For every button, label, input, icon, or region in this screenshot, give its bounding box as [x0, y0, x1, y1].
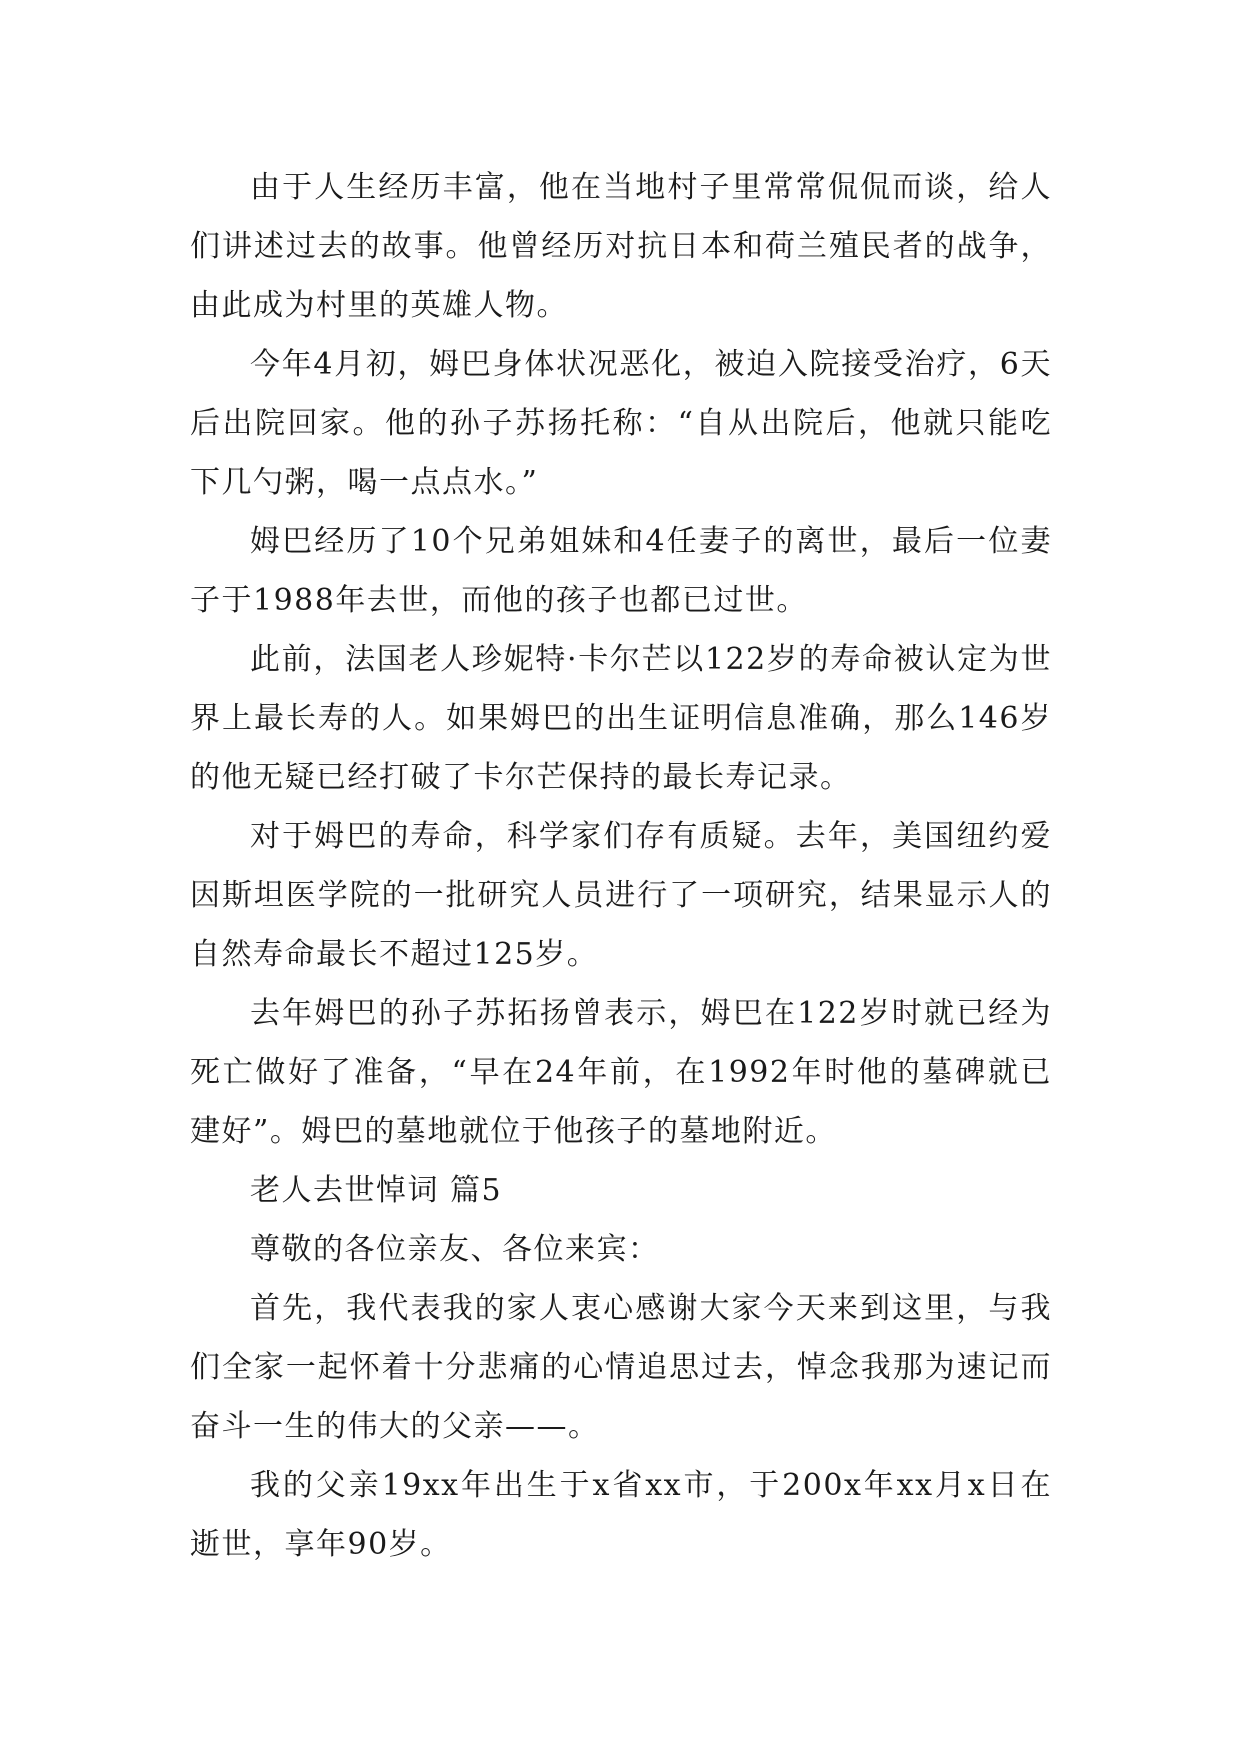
paragraph-elder-stories: 由于人生经历丰富，他在当地村子里常常侃侃而谈，给人们讲述过去的故事。他曾经历对抗日本和荷兰殖民者的战争，由此成为村里的英雄人物。 [190, 170, 1052, 323]
document-body [190, 158, 1052, 1574]
paragraph-tombstone: 去年姆巴的孙子苏拓扬曾表示，姆巴在122岁时就已经为死亡做好了准备，“早在24年前，在1992年时他的墓碑就已建好”。姆巴的墓地就位于他孩子的墓地附近。 [190, 996, 1052, 1149]
paragraph-scientific-doubt: 对于姆巴的寿命，科学家们存有质疑。去年，美国纽约爱因斯坦医学院的一批研究人员进行了一项研究，结果显示人的自然寿命最长不超过125岁。 [190, 819, 1052, 972]
salutation: 尊敬的各位亲友、各位来宾： [250, 1232, 660, 1267]
paragraph-thanks: 首先，我代表我的家人衷心感谢大家今天来到这里，与我们全家一起怀着十分悲痛的心情追思过去，悼念我那为速记而奋斗一生的伟大的父亲——。 [190, 1291, 1052, 1444]
section-heading: 老人去世悼词 篇5 [250, 1173, 503, 1208]
paragraph-father-bio: 我的父亲19xx年出生于x省xx市，于200x年xx月x日在逝世，享年90岁。 [190, 1468, 1052, 1562]
paragraph-family-deaths: 姆巴经历了10个兄弟姐妹和4任妻子的离世，最后一位妻子于1988年去世，而他的孩子也都已过世。 [190, 524, 1052, 618]
paragraph-longevity-record: 此前，法国老人珍妮特·卡尔芒以122岁的寿命被认定为世界上最长寿的人。如果姆巴的出生证明信息准确，那么146岁的他无疑已经打破了卡尔芒保持的最长寿记录。 [190, 642, 1052, 795]
paragraph-hospitalization: 今年4月初，姆巴身体状况恶化，被迫入院接受治疗，6天后出院回家。他的孙子苏扬托称：“自从出院后，他就只能吃下几勺粥，喝一点点水。” [190, 347, 1052, 500]
